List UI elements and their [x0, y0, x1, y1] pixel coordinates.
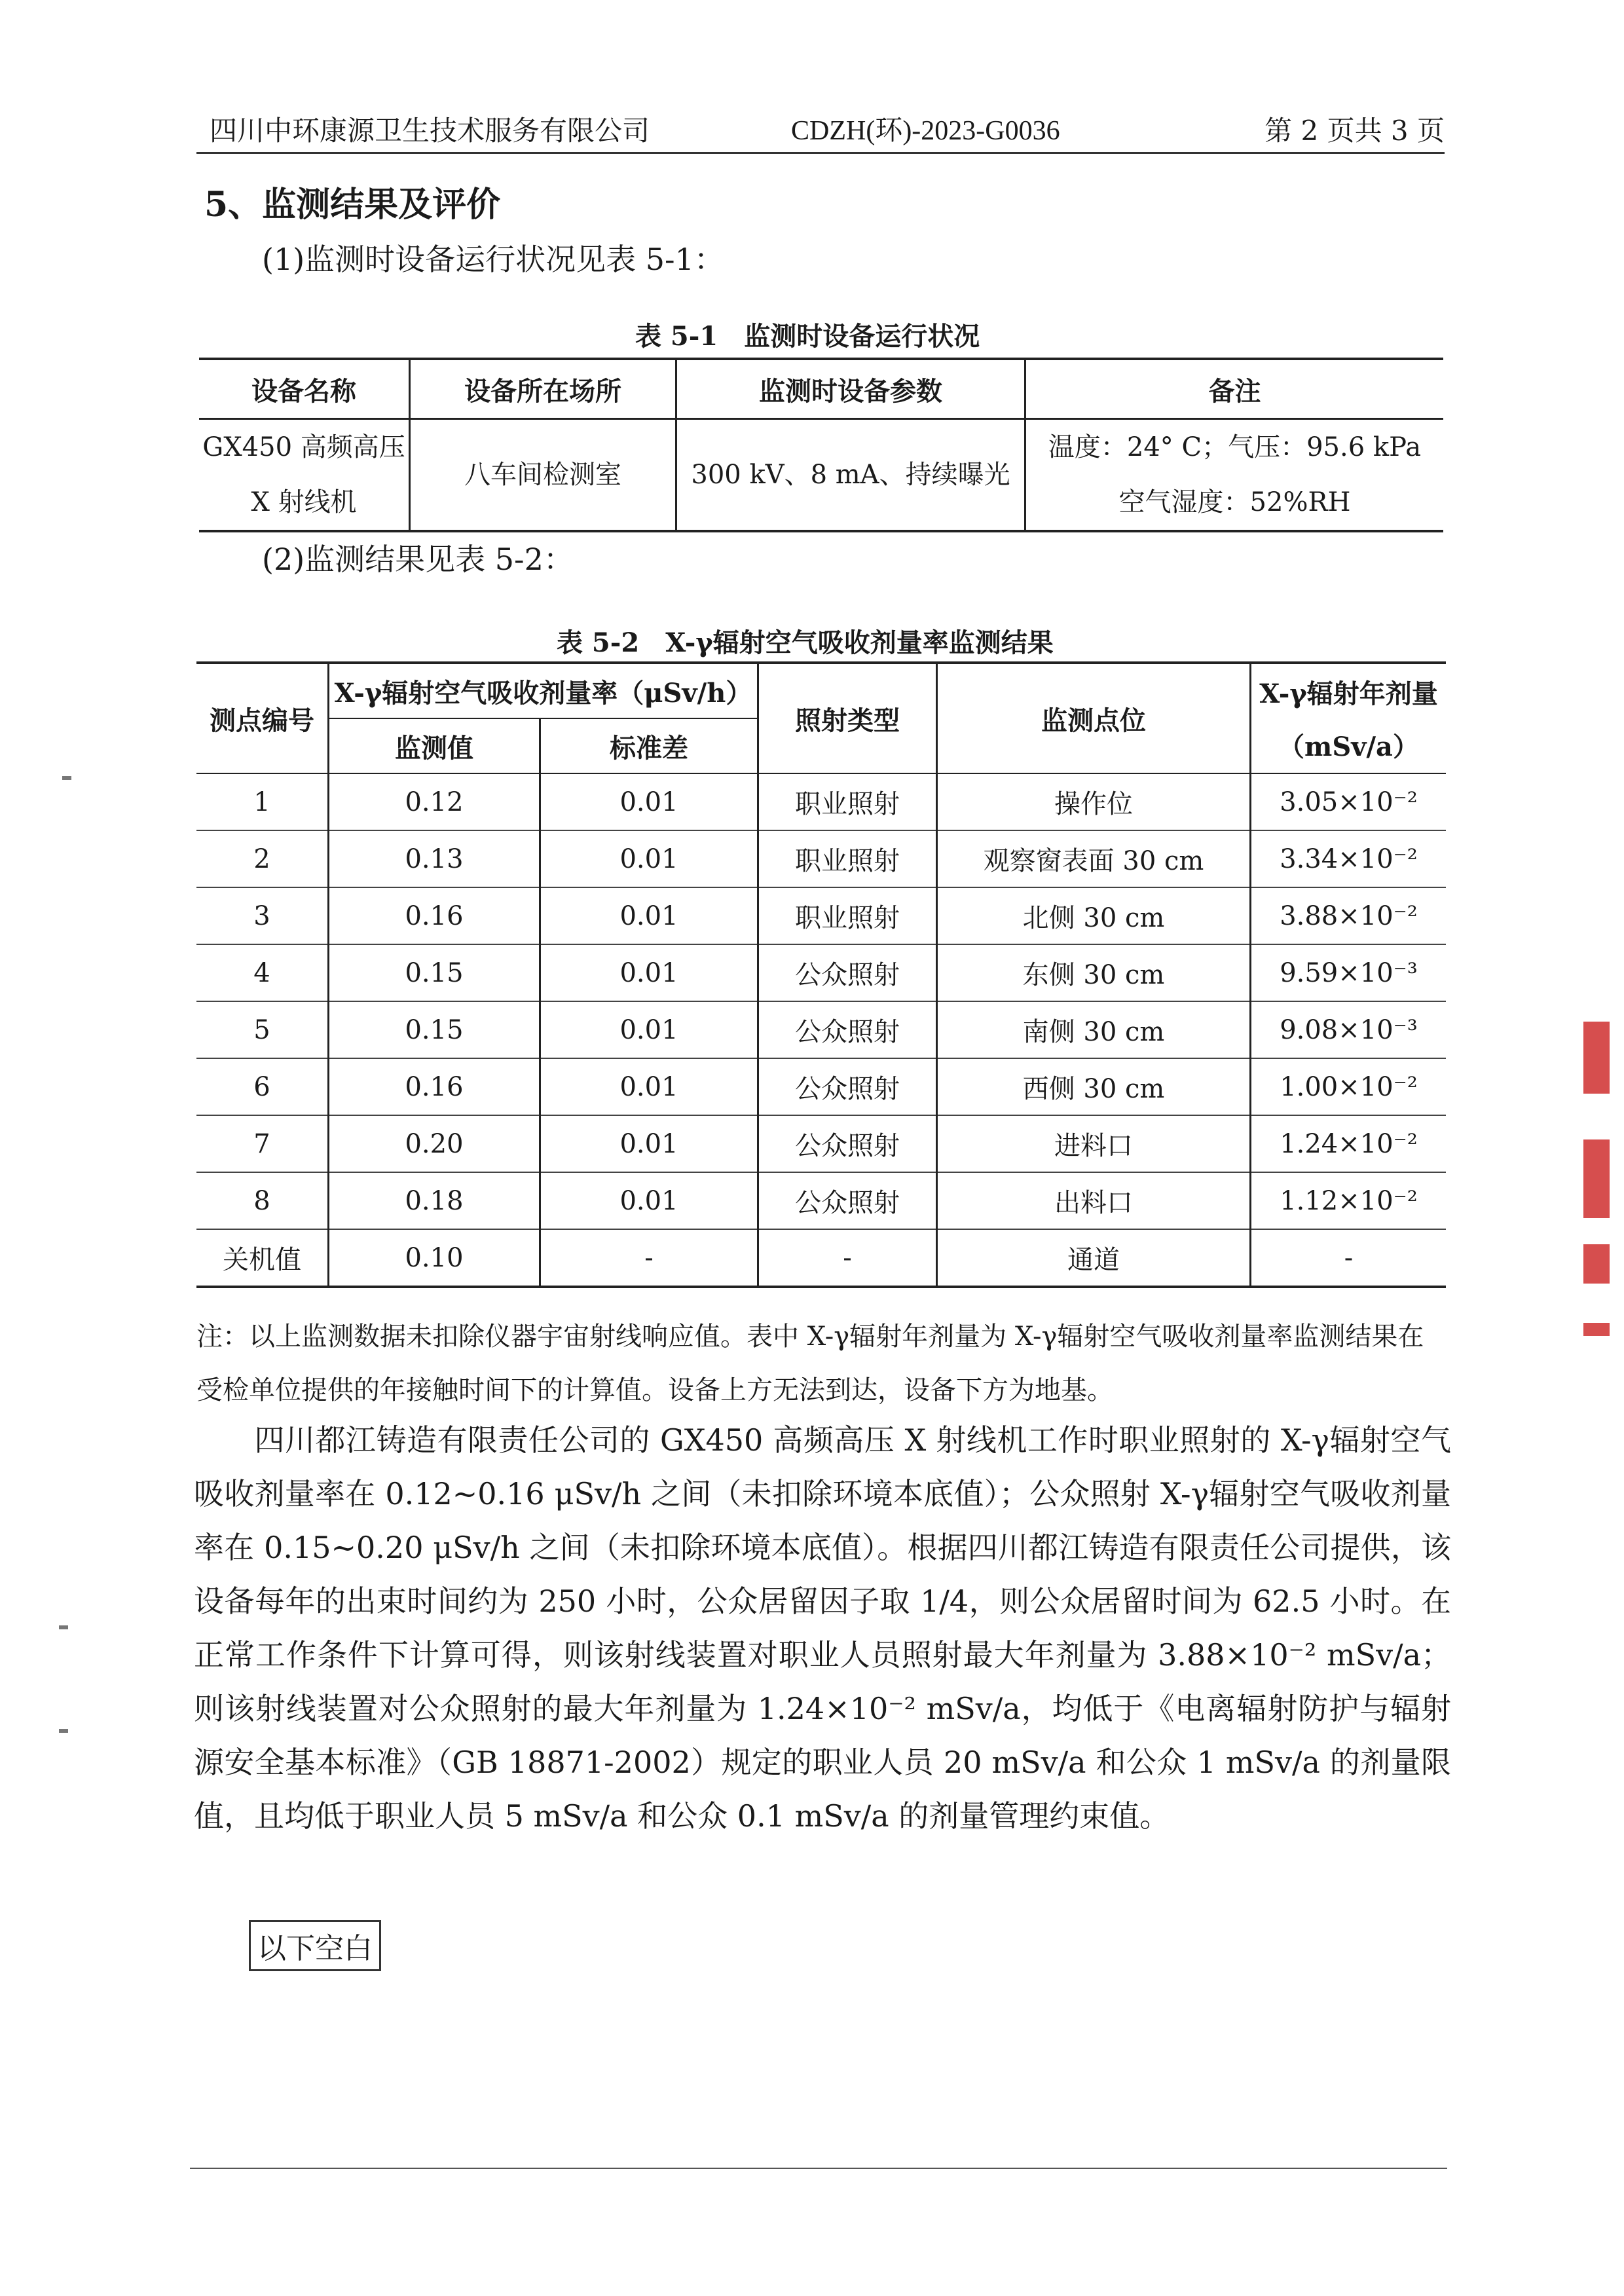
point-no-cell: 4 [196, 944, 329, 1001]
annual-dose-cell: 3.34×10⁻² [1251, 830, 1447, 887]
header-point-no: 测点编号 [196, 663, 329, 773]
seal-fragment-2 [1583, 1139, 1610, 1218]
table2-header-row-1 [196, 663, 1446, 718]
annual-dose-cell: 3.88×10⁻² [1251, 887, 1447, 944]
table2-caption: 表 5-2 X-γ辐射空气吸收剂量率监测结果 [557, 627, 1054, 658]
exposure-type-cell: 职业照射 [758, 830, 937, 887]
equipment-status-table [199, 358, 1443, 532]
annual-dose-cell: 9.08×10⁻³ [1251, 1001, 1447, 1058]
exposure-type-cell: 公众照射 [758, 1001, 937, 1058]
point-no-cell: 5 [196, 1001, 329, 1058]
seal-fragment-3 [1583, 1244, 1610, 1284]
location-cell: 观察窗表面 30 cm [937, 830, 1251, 887]
table-row [196, 1172, 1446, 1229]
annual-dose-cell: 1.24×10⁻² [1251, 1115, 1447, 1172]
table-row [196, 1058, 1446, 1115]
equipment-place-cell: 八车间检测室 [410, 419, 676, 532]
scan-mark-1 [62, 776, 71, 780]
footer-rule [190, 2168, 1447, 2169]
location-cell: 南侧 30 cm [937, 1001, 1251, 1058]
location-cell: 出料口 [937, 1172, 1251, 1229]
equipment-name-line1: GX450 高频高压 [202, 432, 405, 462]
blank-below-marker: 以下空白 [249, 1920, 381, 1971]
table1-caption: 表 5-1 监测时设备运行状况 [635, 321, 980, 352]
location-cell: 进料口 [937, 1115, 1251, 1172]
exposure-type-cell: 公众照射 [758, 944, 937, 1001]
annual-dose-cell: 1.00×10⁻² [1251, 1058, 1447, 1115]
table1-header-remark: 备注 [1025, 359, 1444, 419]
table1-header-params: 监测时设备参数 [676, 359, 1025, 419]
header-rate-group: X-γ辐射空气吸收剂量率（μSv/h） [329, 663, 758, 718]
std-dev-cell: 0.01 [540, 830, 758, 887]
dose-rate-results-table [196, 661, 1446, 1288]
point-no-cell: 7 [196, 1115, 329, 1172]
table-row [196, 1229, 1446, 1287]
item1-label: (1)监测时设备运行状况见表 5-1： [262, 242, 724, 277]
measured-value-cell: 0.15 [329, 944, 540, 1001]
location-cell: 西侧 30 cm [937, 1058, 1251, 1115]
point-no-cell: 关机值 [223, 1245, 301, 1275]
header-annual-dose [1251, 663, 1447, 773]
seal-fragment-1 [1583, 1022, 1610, 1094]
evaluation-paragraph [194, 1413, 1451, 1843]
item2-label: (2)监测结果见表 5-2： [262, 542, 574, 577]
annual-dose-cell: 3.05×10⁻² [1251, 773, 1447, 830]
measured-value-cell: 0.13 [329, 830, 540, 887]
header-measured-value: 监测值 [329, 718, 540, 773]
measured-value-cell: 0.16 [329, 887, 540, 944]
std-dev-cell: 0.01 [540, 1001, 758, 1058]
header-std-dev: 标准差 [540, 718, 758, 773]
company-name: 四川中环康源卫生技术服务有限公司 [210, 115, 650, 147]
exposure-type-cell: 公众照射 [758, 1172, 937, 1229]
measured-value-cell: 0.18 [329, 1172, 540, 1229]
measured-value-cell: 0.16 [329, 1058, 540, 1115]
std-dev-cell: - [540, 1229, 758, 1287]
exposure-type-cell: 职业照射 [758, 773, 937, 830]
exposure-type-cell: 公众照射 [758, 1115, 937, 1172]
table-row [196, 830, 1446, 887]
std-dev-cell: 0.01 [540, 1115, 758, 1172]
section-title: 5、监测结果及评价 [204, 185, 501, 225]
table-row [196, 887, 1446, 944]
table-row [196, 773, 1446, 830]
measured-value-cell: 0.12 [329, 773, 540, 830]
equipment-name-line2: X 射线机 [251, 487, 357, 517]
header-location: 监测点位 [937, 663, 1251, 773]
std-dev-cell: 0.01 [540, 773, 758, 830]
evaluation-text: 四川都江铸造有限责任公司的 GX450 高频高压 X 射线机工作时职业照射的 X-γ辐射空气吸收剂量率在 0.12~0.16 μSv/h 之间（未扣除环境本底值）；公众照射 X-γ辐射空气吸收剂量率在 0.15~0.20 μSv/h 之间（未扣除环境本底值）。根据四川都江铸造有限责任公司提供，该设备每年的出束时间约为 250 小时，公众居留因子取 1/4，则公众居留时间为 62.5 小时。在正常工作条件下计算可得，则该射线装置对职业人员照射最大年剂量为 3.88×10⁻² mSv/a；则该射线装置对公众照射的最大年剂量为 1.24×10⁻² mSv/a，均低于《电离辐射防护与辐射源安全基本标准》（GB 18871-2002）规定的职业人员 20 mSv/a 和公众 1 mSv/a 的剂量限值，且均低于职业人员 5 mSv/a 和公众 0.1 mSv/a 的剂量管理约束值。 [194, 1422, 1451, 1834]
remark-line2: 空气湿度：52%RH [1118, 487, 1351, 517]
table-row [196, 944, 1446, 1001]
report-number: CDZH(环)-2023-G0036 [791, 116, 1060, 146]
header-annual-line2: （mSv/a） [1278, 731, 1419, 762]
scan-mark-2 [59, 1625, 68, 1629]
table1-header-row [199, 359, 1443, 419]
remark-line1: 温度：24° C；气压：95.6 kPa [1048, 432, 1422, 462]
std-dev-cell: 0.01 [540, 1058, 758, 1115]
point-no-cell: 8 [196, 1172, 329, 1229]
table-row [196, 1001, 1446, 1058]
annual-dose-cell: 9.59×10⁻³ [1251, 944, 1447, 1001]
point-no-cell: 2 [196, 830, 329, 887]
location-cell: 操作位 [937, 773, 1251, 830]
exposure-type-cell: 职业照射 [758, 887, 937, 944]
exposure-type-cell: 公众照射 [758, 1058, 937, 1115]
point-no-cell: 6 [196, 1058, 329, 1115]
measured-value-cell: 0.15 [329, 1001, 540, 1058]
table1-header-name: 设备名称 [199, 359, 410, 419]
location-cell: 东侧 30 cm [937, 944, 1251, 1001]
equipment-remark-cell [1025, 419, 1444, 532]
std-dev-cell: 0.01 [540, 1172, 758, 1229]
equipment-params-cell: 300 kV、8 mA、持续曝光 [676, 419, 1025, 532]
std-dev-cell: 0.01 [540, 944, 758, 1001]
measured-value-cell: 0.10 [329, 1229, 540, 1287]
header-rule [196, 152, 1445, 154]
table-row [199, 419, 1443, 532]
std-dev-cell: 0.01 [540, 887, 758, 944]
measured-value-cell: 0.20 [329, 1115, 540, 1172]
page-number: 第 2 页共 3 页 [1264, 115, 1445, 147]
location-cell: 北侧 30 cm [937, 887, 1251, 944]
header-annual-line1: X-γ辐射年剂量 [1259, 678, 1438, 709]
page-header [196, 111, 1445, 151]
equipment-name-cell [199, 419, 410, 532]
exposure-type-cell: - [758, 1229, 937, 1287]
location-cell: 通道 [937, 1229, 1251, 1287]
table1-header-place: 设备所在场所 [410, 359, 676, 419]
point-no-cell: 1 [196, 773, 329, 830]
annual-dose-cell: - [1251, 1229, 1447, 1287]
annual-dose-cell: 1.12×10⁻² [1251, 1172, 1447, 1229]
point-no-cell: 3 [196, 887, 329, 944]
table-row [196, 1115, 1446, 1172]
scan-mark-3 [59, 1729, 68, 1733]
table-note: 注：以上监测数据未扣除仪器宇宙射线响应值。表中 X-γ辐射年剂量为 X-γ辐射空气吸收剂量率监测结果在受检单位提供的年接触时间下的计算值。设备上方无法到达，设备下方为地基。 [196, 1322, 1424, 1405]
header-exposure-type: 照射类型 [758, 663, 937, 773]
seal-fragment-4 [1583, 1323, 1610, 1336]
